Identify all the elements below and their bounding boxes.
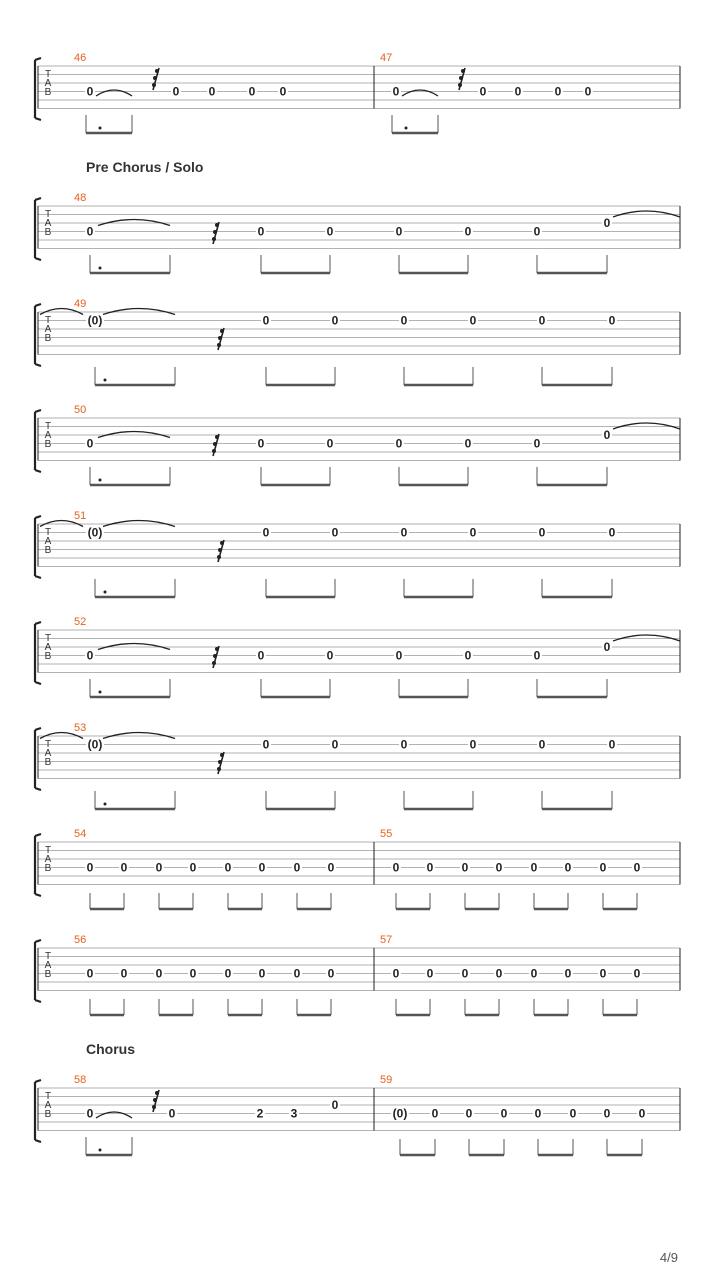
tab-system — [35, 616, 680, 697]
tab-clef-t: T — [44, 209, 52, 220]
tab-note: 0 — [608, 525, 616, 540]
tab-clef-b: B — [44, 651, 52, 662]
rest-flag — [212, 237, 216, 241]
dot — [99, 127, 102, 130]
dot — [99, 691, 102, 694]
dot — [99, 479, 102, 482]
tab-clef-t: T — [44, 1091, 52, 1102]
rest-flag — [215, 647, 219, 651]
tab-note: 0 — [258, 860, 266, 875]
tab-note: 0 — [86, 436, 94, 451]
measure-number: 54 — [74, 828, 87, 840]
tab-note: 0 — [189, 966, 197, 981]
section-label-pre-chorus: Pre Chorus / Solo — [86, 159, 204, 175]
rest-flag — [212, 449, 216, 453]
measure-number: 52 — [74, 616, 87, 628]
tab-note: 0 — [86, 966, 94, 981]
rest-flag — [218, 336, 222, 340]
tab-note: 0 — [638, 1106, 646, 1121]
tab-note: 0 — [293, 860, 301, 875]
tab-note: 0 — [331, 313, 339, 328]
tab-clef-a: A — [44, 218, 52, 229]
page-number: 4/9 — [659, 1250, 678, 1265]
sixteenth-rest-icon — [212, 646, 219, 668]
rest-flag — [218, 548, 222, 552]
rest-flag — [217, 343, 221, 347]
tab-clef-a: A — [44, 642, 52, 653]
tab-note: 0 — [465, 1106, 473, 1121]
tab-note: 0 — [564, 860, 572, 875]
tab-note: 0 — [426, 966, 434, 981]
tie-arc — [103, 521, 175, 527]
tab-note: 0 — [172, 84, 180, 99]
tab-note: 0 — [392, 860, 400, 875]
measure-number: 57 — [380, 934, 393, 946]
tie-arc — [103, 309, 175, 315]
tab-clef-a: A — [44, 854, 52, 865]
tab-note: 0 — [461, 966, 469, 981]
tab-note: 0 — [155, 860, 163, 875]
tab-note: 0 — [608, 737, 616, 752]
rest-flag — [217, 555, 221, 559]
tab-note: 0 — [262, 313, 270, 328]
tab-clef-a: A — [44, 748, 52, 759]
measure-number: 50 — [74, 404, 87, 416]
tab-note: 0 — [431, 1106, 439, 1121]
tab-system — [35, 404, 680, 485]
tab-system — [35, 934, 680, 1015]
measure-number: 48 — [74, 192, 87, 204]
tab-note: 0 — [262, 737, 270, 752]
tie-arc — [98, 220, 170, 226]
tab-note: (0) — [87, 525, 103, 540]
tab-note: 0 — [464, 224, 472, 239]
tab-note: 0 — [599, 860, 607, 875]
tab-note: (0) — [87, 737, 103, 752]
tie-arc — [98, 644, 170, 650]
measure-number: 47 — [380, 52, 393, 64]
measure-number: 59 — [380, 1074, 393, 1086]
tab-note: 0 — [530, 966, 538, 981]
tab-clef-t: T — [44, 739, 52, 750]
tab-note: 0 — [208, 84, 216, 99]
rest-flag — [213, 654, 217, 658]
tab-note: 0 — [599, 966, 607, 981]
tab-note: 0 — [293, 966, 301, 981]
tab-note: 0 — [224, 860, 232, 875]
tab-note: 0 — [514, 84, 522, 99]
tab-note: 0 — [603, 1106, 611, 1121]
measure-number: 53 — [74, 722, 87, 734]
tab-note: 0 — [469, 525, 477, 540]
measure-number: 51 — [74, 510, 87, 522]
rest-flag — [213, 230, 217, 234]
rest-flag — [153, 76, 157, 80]
tab-clef-b: B — [44, 439, 52, 450]
tab-note: 0 — [326, 224, 334, 239]
tab-note: 0 — [86, 224, 94, 239]
tab-system — [35, 722, 680, 809]
rest-flag — [212, 661, 216, 665]
rest-flag — [217, 767, 221, 771]
tab-note: 0 — [257, 436, 265, 451]
tab-clef-b: B — [44, 87, 52, 98]
tab-clef-a: A — [44, 960, 52, 971]
tie-arc — [96, 1112, 132, 1118]
tab-note: 0 — [569, 1106, 577, 1121]
sixteenth-rest-icon — [152, 1090, 159, 1112]
tie-arc — [103, 733, 175, 739]
tab-note: (0) — [392, 1106, 408, 1121]
tab-note: 0 — [538, 525, 546, 540]
dot — [405, 127, 408, 130]
dot — [99, 1149, 102, 1152]
measure-number: 49 — [74, 298, 87, 310]
rest-flag — [155, 1091, 159, 1095]
tab-note: 0 — [584, 84, 592, 99]
tab-note: 0 — [464, 648, 472, 663]
measure-number: 46 — [74, 52, 87, 64]
tab-note: 0 — [327, 860, 335, 875]
tab-note: 0 — [248, 84, 256, 99]
tab-note: 0 — [533, 436, 541, 451]
tab-note: 0 — [538, 737, 546, 752]
tab-note: 2 — [256, 1106, 264, 1121]
tab-note: 3 — [290, 1106, 298, 1121]
tie-arc — [402, 90, 438, 96]
tab-note: 0 — [534, 1106, 542, 1121]
sixteenth-rest-icon — [212, 222, 219, 244]
tie-arc — [613, 635, 680, 641]
tab-note: 0 — [86, 860, 94, 875]
tab-note: 0 — [395, 648, 403, 663]
tab-note: 0 — [331, 525, 339, 540]
tab-note: 0 — [279, 84, 287, 99]
tab-note: 0 — [189, 860, 197, 875]
tab-note: 0 — [500, 1106, 508, 1121]
sixteenth-rest-icon — [458, 68, 465, 90]
section-label-chorus: Chorus — [86, 1041, 135, 1057]
dot — [104, 379, 107, 382]
tab-note: 0 — [392, 84, 400, 99]
tab-note: 0 — [331, 1098, 339, 1112]
sixteenth-rest-icon — [217, 328, 224, 350]
tab-clef-t: T — [44, 951, 52, 962]
tab-note: 0 — [392, 966, 400, 981]
tab-note: 0 — [400, 313, 408, 328]
tab-clef-b: B — [44, 863, 52, 874]
tab-note: 0 — [633, 860, 641, 875]
tab-clef-a: A — [44, 1100, 52, 1111]
tab-note: 0 — [603, 216, 611, 230]
sixteenth-rest-icon — [212, 434, 219, 456]
tab-note: 0 — [479, 84, 487, 99]
tab-clef-b: B — [44, 969, 52, 980]
tab-note: 0 — [120, 966, 128, 981]
tie-arc — [613, 423, 680, 429]
rest-flag — [152, 1105, 156, 1109]
tab-clef-b: B — [44, 333, 52, 344]
measure-number: 56 — [74, 934, 87, 946]
tab-note: 0 — [120, 860, 128, 875]
tab-clef-t: T — [44, 421, 52, 432]
tab-clef-t: T — [44, 315, 52, 326]
dot — [99, 267, 102, 270]
rest-flag — [458, 83, 462, 87]
tab-system — [35, 52, 680, 133]
tab-note: 0 — [495, 966, 503, 981]
tab-note: 0 — [168, 1106, 176, 1121]
tab-system — [35, 510, 680, 597]
tab-note: 0 — [395, 224, 403, 239]
tab-clef-t: T — [44, 69, 52, 80]
tie-arc — [98, 432, 170, 438]
tab-system — [35, 298, 680, 385]
tab-note: 0 — [608, 313, 616, 328]
rest-flag — [215, 223, 219, 227]
tab-note: 0 — [262, 525, 270, 540]
tab-clef-t: T — [44, 633, 52, 644]
tab-note: 0 — [224, 966, 232, 981]
sixteenth-rest-icon — [152, 68, 159, 90]
tab-note: 0 — [530, 860, 538, 875]
tab-note: (0) — [87, 313, 103, 328]
sixteenth-rest-icon — [217, 540, 224, 562]
tab-note: 0 — [257, 648, 265, 663]
tab-note: 0 — [155, 966, 163, 981]
tab-note: 0 — [331, 737, 339, 752]
tab-note: 0 — [395, 436, 403, 451]
tab-note: 0 — [86, 1106, 94, 1121]
rest-flag — [220, 329, 224, 333]
sixteenth-rest-icon — [217, 752, 224, 774]
dot — [104, 803, 107, 806]
tab-clef-b: B — [44, 1109, 52, 1120]
tab-system — [35, 828, 680, 909]
tab-note: 0 — [538, 313, 546, 328]
tab-note: 0 — [464, 436, 472, 451]
tab-note: 0 — [327, 966, 335, 981]
tab-note: 0 — [533, 224, 541, 239]
tab-note: 0 — [86, 84, 94, 99]
tab-note: 0 — [257, 224, 265, 239]
rest-flag — [220, 753, 224, 757]
rest-flag — [218, 760, 222, 764]
measure-number: 58 — [74, 1074, 87, 1086]
tab-system — [35, 1074, 680, 1155]
tab-note: 0 — [86, 648, 94, 663]
tab-note: 0 — [326, 436, 334, 451]
tab-note: 0 — [603, 428, 611, 442]
tie-arc — [96, 90, 132, 96]
tab-clef-b: B — [44, 757, 52, 768]
tab-note: 0 — [469, 313, 477, 328]
tab-note: 0 — [533, 648, 541, 663]
measure-number: 55 — [380, 828, 393, 840]
tab-note: 0 — [461, 860, 469, 875]
tab-clef-t: T — [44, 527, 52, 538]
tab-note: 0 — [603, 640, 611, 654]
tie-arc — [613, 211, 680, 217]
tab-clef-b: B — [44, 227, 52, 238]
tab-clef-a: A — [44, 430, 52, 441]
tab-clef-b: B — [44, 545, 52, 556]
tab-note: 0 — [495, 860, 503, 875]
rest-flag — [220, 541, 224, 545]
tab-note: 0 — [326, 648, 334, 663]
dot — [104, 591, 107, 594]
tab-note: 0 — [258, 966, 266, 981]
tab-note: 0 — [426, 860, 434, 875]
rest-flag — [153, 1098, 157, 1102]
tab-note: 0 — [469, 737, 477, 752]
tab-note: 0 — [564, 966, 572, 981]
rest-flag — [155, 69, 159, 73]
tab-clef-a: A — [44, 324, 52, 335]
tab-note: 0 — [400, 525, 408, 540]
rest-flag — [461, 69, 465, 73]
rest-flag — [152, 83, 156, 87]
tab-note: 0 — [400, 737, 408, 752]
tab-clef-a: A — [44, 536, 52, 547]
tab-clef-a: A — [44, 78, 52, 89]
tab-system — [35, 192, 680, 273]
tab-clef-t: T — [44, 845, 52, 856]
rest-flag — [213, 442, 217, 446]
tab-note: 0 — [554, 84, 562, 99]
tab-note: 0 — [633, 966, 641, 981]
rest-flag — [215, 435, 219, 439]
rest-flag — [459, 76, 463, 80]
